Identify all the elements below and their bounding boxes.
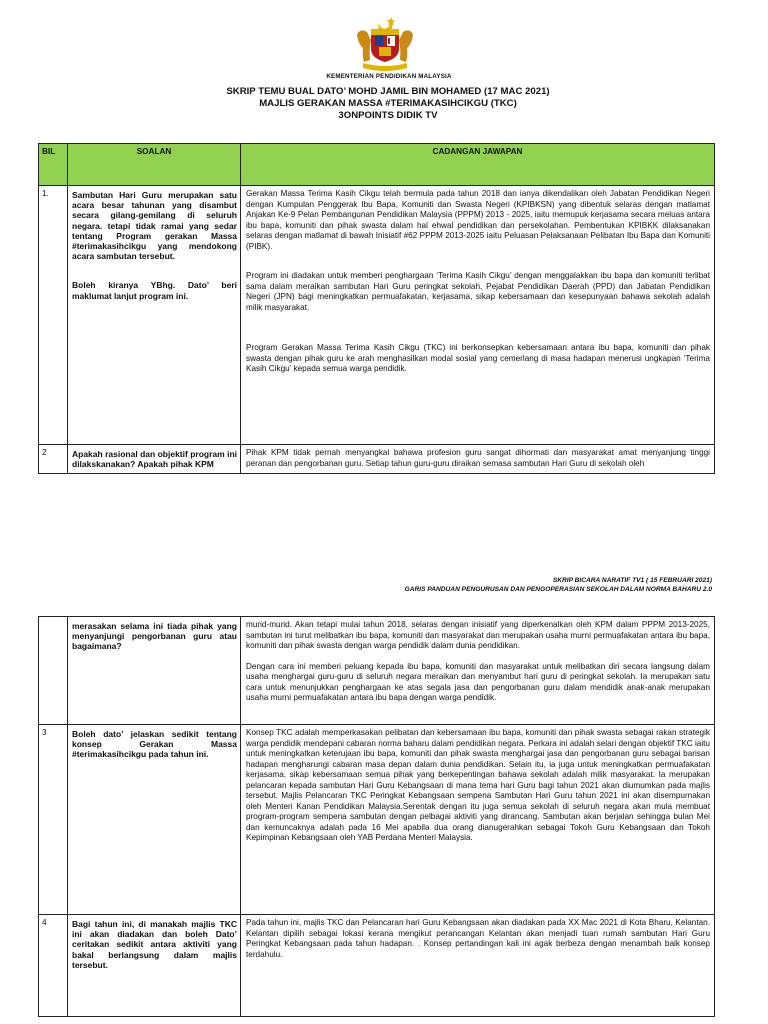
answer-cell [241, 617, 715, 725]
qa-table-page-2 [38, 616, 715, 1017]
answer-cell [241, 445, 715, 474]
row-number: 3 [39, 725, 68, 915]
running-header-subtitle: GARIS PANDUAN PENGURUSAN DAN PENGOPERASIAN SEKOLAH DALAM NORMA BAHARU 2.0 [404, 586, 712, 593]
malaysia-coat-of-arms-icon [353, 14, 417, 72]
answer-text: Gerakan Massa Terima Kasih Cikgu telah bermula pada tahun 2018 dan ianya dikendalikan oleh Jabatan Pendidikan Negeri dengan Kumpulan Penggerak Ibu Bapa, Komuniti dan Swasta Negeri (KPIBKSN) yang dibentuk selaras dengan matlamat Anjakan Ke-9 Pelan Pembangunan Pendidikan Malaysia (PPPM) 2013 - 2025, iaitu memupuk kerjasama secara meluas antara ibu bapa, komuniti dan pihak swasta dalam hal ehwal pendidikan dan persekolahan. Pembentukan KPIBKK dilaksanakan selaras dengan matlamat di bawah Inisiatif #62 PPPM 2013-2025 iaitu Peluasan Pelaksanaan Pelibatan Ibu Bapa dan Komuniti (PIBK). [246, 189, 710, 251]
question-text: Bagi tahun ini, di manakah majlis TKC ini akan diadakan dan boleh Dato’ ceritakan sedikit antara aktiviti yang bakal berlangsung dalam majlis tersebut. [72, 919, 237, 970]
column-header-cadangan-jawapan: CADANGAN JAWAPAN [241, 144, 715, 186]
question-cell [68, 915, 241, 1017]
column-header-bil: BIL [39, 144, 68, 186]
qa-table-page-1 [38, 143, 715, 474]
answer-text: murid-murid. Akan tetapi mulai tahun 2018, selaras dengan inisiatif yang diperkenalkan oleh KPM dalam PPPM 2013-2025, sambutan ini turut melibatkan ibu bapa, komuniti dan masyarakat dan merupakan usaha murni permuafakatan antara ibu bapa, komuniti dan pihak swasta dengan warga pendidik dalam dunia pendidikan. [246, 620, 710, 650]
answer-cell [241, 915, 715, 1017]
document-title: SKRIP TEMU BUAL DATO’ MOHD JAMIL BIN MOHAMED (17 MAC 2021) [226, 86, 550, 97]
question-text: Sambutan Hari Guru merupakan satu acara besar tahunan yang disambut secara gilang-gemilang di seluruh negara. tetapi tidak ramai yang sedar tentang Program gerakan Massa #terimakasihcikgu yang mendokong acara sambutan tersebut. [72, 190, 237, 262]
table-row [39, 186, 715, 445]
table-row [39, 725, 715, 915]
table-row [39, 445, 715, 474]
answer-text: Pihak KPM tidak pernah menyangkal bahawa profesion guru sangat dihormati dan masyarakat amat menyanjung tinggi peranan dan pengorbanan guru. Setiap tahun guru-guru diraikan semasa sambutan Hari Guru di sekolah oleh [246, 448, 710, 468]
ministry-name: KEMENTERIAN PENDIDIKAN MALAYSIA [326, 73, 452, 80]
column-header-soalan: SOALAN [68, 144, 241, 186]
answer-text: Dengan cara ini memberi peluang kepada ibu bapa, komuniti dan masyarakat untuk melibatkan diri secara langsung dalam usaha menghargai guru-guru di seluruh negara meraikan dan menyambut hari guru di peringkat sekolah. Ia merupakan satu cara untuk menunjukkan penghargaan ke atas segala jasa dan pengorbanan guru dalam mendidik anak-anak merupakan usaha murni permuafakatan antara ibu bapa dengan warga pendidik. [246, 661, 710, 702]
question-cell [68, 725, 241, 915]
question-text: merasakan selama ini tiada pihak yang menyanjungi pengorbanan guru atau bagaimana? [72, 621, 237, 652]
row-number: 4 [39, 915, 68, 1017]
running-header-title: SKRIP BICARA NARATIF TV1 ( 15 FEBRUARI 2021) [552, 577, 712, 584]
row-number: 1. [39, 186, 68, 445]
answer-text: Program ini diadakan untuk memberi penghargaan ‘Terima Kasih Cikgu’ dengan menggalakkan ibu bapa dan komuniti terlibat sama dalam meraikan sambutan Hari Guru peringkat sekolah, Pejabat Pendidikan Daerah (PPD) dan Jabatan Pendidikan Negeri (JPN) bagi meningkatkan permuafakatan, kerjasama, sikap kebersamaan dan kesepunyaan bahawa sekolah adalah milik masyarakat. [246, 271, 710, 312]
document-subtitle-2: 3ONPOINTS DIDIK TV [338, 110, 438, 121]
table-row [39, 617, 715, 725]
question-cell [68, 186, 241, 445]
row-number-empty [39, 617, 68, 725]
question-text: Boleh dato’ jelaskan sedikit tentang konsep Gerakan Massa #terimakasihcikgu pada tahun ini. [72, 729, 237, 760]
answer-text: Konsep TKC adalah memperkasakan pelibatan dan kebersamaan ibu bapa, komuniti dan pihak swasta sebagai rakan strategik warga pendidik mendepani cabaran norma baharu dalam pendidikan negara. Perkara ini adalah selari dengan objektif TKC iaitu untuk meningkatkan keterujaan ibu bapa, komuniti dan pihak swasta menghargai jasa dan pengorbanan guru sebagai barisan hadapan mengharungi cabaran masa depan dalam dunia pendidikan. Selain itu, ia juga untuk meningkatkan permuafakatan kerjasama, sikap kebersamaan semua pihak yang berkepentingan bahawa sekolah adalah milik masyarakat. Ia merupakan pelancaran kepada sambutan Hari Guru Kebangsaan di mana tema hari Guru bagi tahun 2021 akan diumumkan pada majlis tersebut. Majlis Pelancaran TKC Peringkat Kebangsaan sempena Sambutan Hari Guru tahun 2021 ini akan disempurnakan oleh Menteri Kanan Pendidikan Malaysia.Serentak dengan itu juga semua sekolah di seluruh negara akan mula membuat program-program sempena sambutan dengan pelbagai aktiviti yang dirancang. Sambutan akan berjalan sehingga bulan Mei dan kemuncaknya adalah pada 16 Mei apabila dua orang dianugerahkan sebagai Tokoh Guru Kebangsaan dan Tokoh Kepimpinan Kebangsaan oleh YAB Perdana Menteri Malaysia. [246, 728, 710, 842]
table-row [39, 915, 715, 1017]
question-text: Apakah rasional dan objektif program ini dilakskanakan? Apakah pihak KPM [72, 449, 237, 470]
question-cell [68, 617, 241, 725]
table-header-row [39, 144, 715, 186]
question-text: Boleh kiranya YBhg. Dato’ beri maklumat lanjut program ini. [72, 280, 237, 301]
row-number: 2 [39, 445, 68, 474]
document-subtitle: MAJLIS GERAKAN MASSA #TERIMAKASIHCIKGU (TKC) [259, 98, 517, 109]
answer-text: Program Gerakan Massa Terima Kasih Cikgu (TKC) ini berkonsepkan kebersamaan antara ibu bapa, komuniti dan pihak swasta dengan pihak guru ke arah menghasilkan modal sosial yang cemerlang di masa hadapan menerusi ungkapan ‘Terima Kasih Cikgu’ kepada semua warga pendidik. [246, 343, 710, 373]
answer-cell [241, 186, 715, 445]
answer-text: Pada tahun ini, majlis TKC dan Pelancaran hari Guru Kebangsaan akan diadakan pada XX Mac 2021 di Kota Bharu, Kelantan. Kelantan dipilih sebagai lokasi kerana mengikut perancangan Kelantan akan menjadi tuan rumah sambutan Hari Guru Peringkat Kebangsaan pada tahun hadapan. . Konsep pertandingan kali ini agak berbeza dengan menambah baik konsep terdahulu. [246, 918, 710, 959]
question-cell [68, 445, 241, 474]
answer-cell [241, 725, 715, 915]
